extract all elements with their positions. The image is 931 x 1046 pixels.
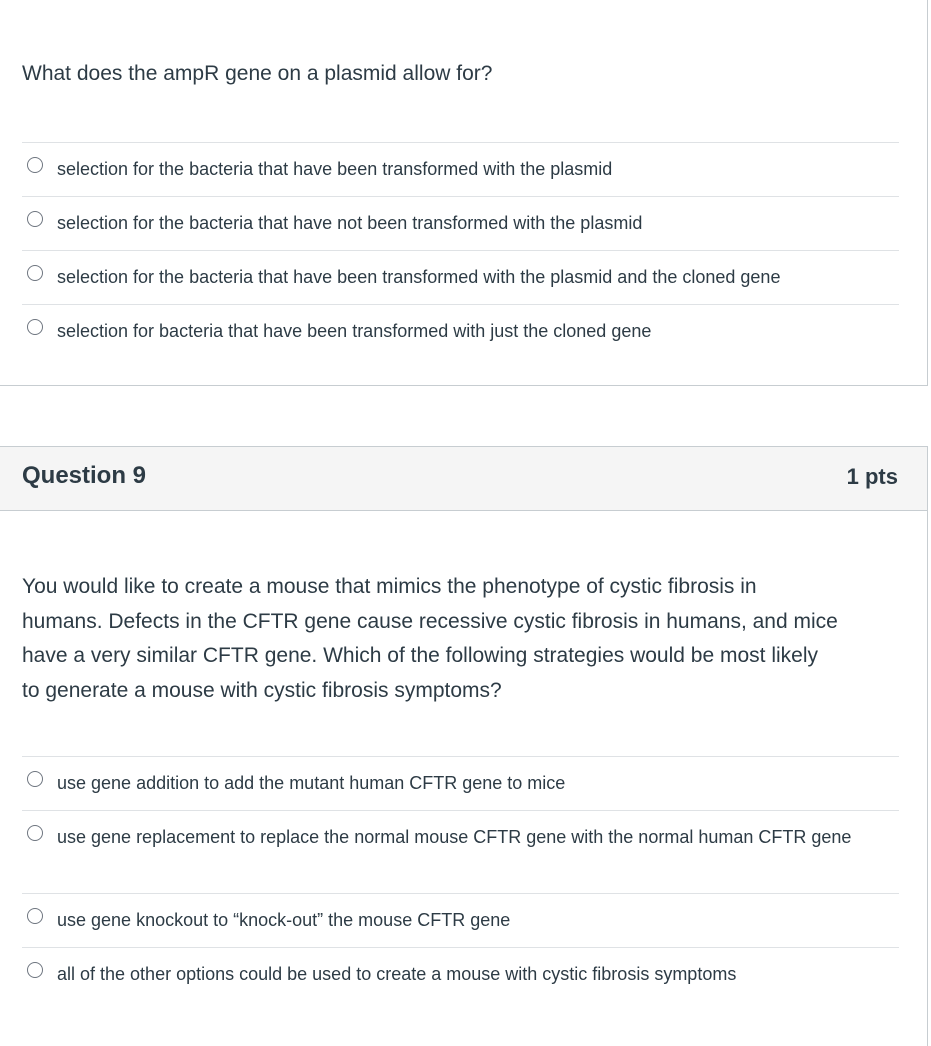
radio-unselected-icon[interactable] [27, 962, 43, 978]
answer-label: use gene addition to add the mutant human CFTR gene to mice [57, 773, 566, 793]
answer-label: selection for bacteria that have been transformed with just the cloned gene [57, 321, 652, 341]
radio-unselected-icon[interactable] [27, 265, 43, 281]
question-9-header [0, 446, 928, 511]
answer-label: use gene replacement to replace the normal mouse CFTR gene with the normal human CFTR gene [57, 827, 852, 847]
answer-option[interactable] [22, 810, 899, 893]
question-9-answers [22, 756, 899, 1001]
answer-label: selection for the bacteria that have been transformed with the plasmid and the cloned gene [57, 267, 781, 287]
radio-unselected-icon[interactable] [27, 319, 43, 335]
question-title: Question 9 [22, 462, 147, 489]
answer-label: selection for the bacteria that have not been transformed with the plasmid [57, 213, 643, 233]
question-9-prompt [22, 570, 901, 708]
answer-option[interactable] [22, 756, 899, 810]
prompt-line: You would like to create a mouse that mimics the phenotype of cystic fibrosis in [22, 575, 757, 598]
radio-unselected-icon[interactable] [27, 908, 43, 924]
radio-unselected-icon[interactable] [27, 211, 43, 227]
answer-label: selection for the bacteria that have been transformed with the plasmid [57, 159, 613, 179]
radio-unselected-icon[interactable] [27, 771, 43, 787]
question-points: 1 pts [846, 464, 898, 489]
answer-option[interactable] [22, 196, 899, 250]
answer-option[interactable] [22, 304, 899, 358]
question-8-card [0, 0, 928, 386]
prompt-line: have a very similar CFTR gene. Which of the following strategies would be most likely [22, 644, 818, 667]
question-8-answers [22, 142, 899, 358]
radio-unselected-icon[interactable] [27, 825, 43, 841]
answer-option[interactable] [22, 947, 899, 1001]
answer-label: use gene knockout to “knock-out” the mouse CFTR gene [57, 910, 511, 930]
answer-label: all of the other options could be used to create a mouse with cystic fibrosis symptoms [57, 964, 737, 984]
answer-option[interactable] [22, 142, 899, 196]
radio-unselected-icon[interactable] [27, 157, 43, 173]
question-8-prompt: What does the ampR gene on a plasmid allow for? [22, 62, 493, 85]
answer-option[interactable] [22, 250, 899, 304]
prompt-line: to generate a mouse with cystic fibrosis symptoms? [22, 678, 502, 702]
prompt-line: humans. Defects in the CFTR gene cause recessive cystic fibrosis in humans, and mice [22, 609, 838, 633]
answer-option[interactable] [22, 893, 899, 947]
